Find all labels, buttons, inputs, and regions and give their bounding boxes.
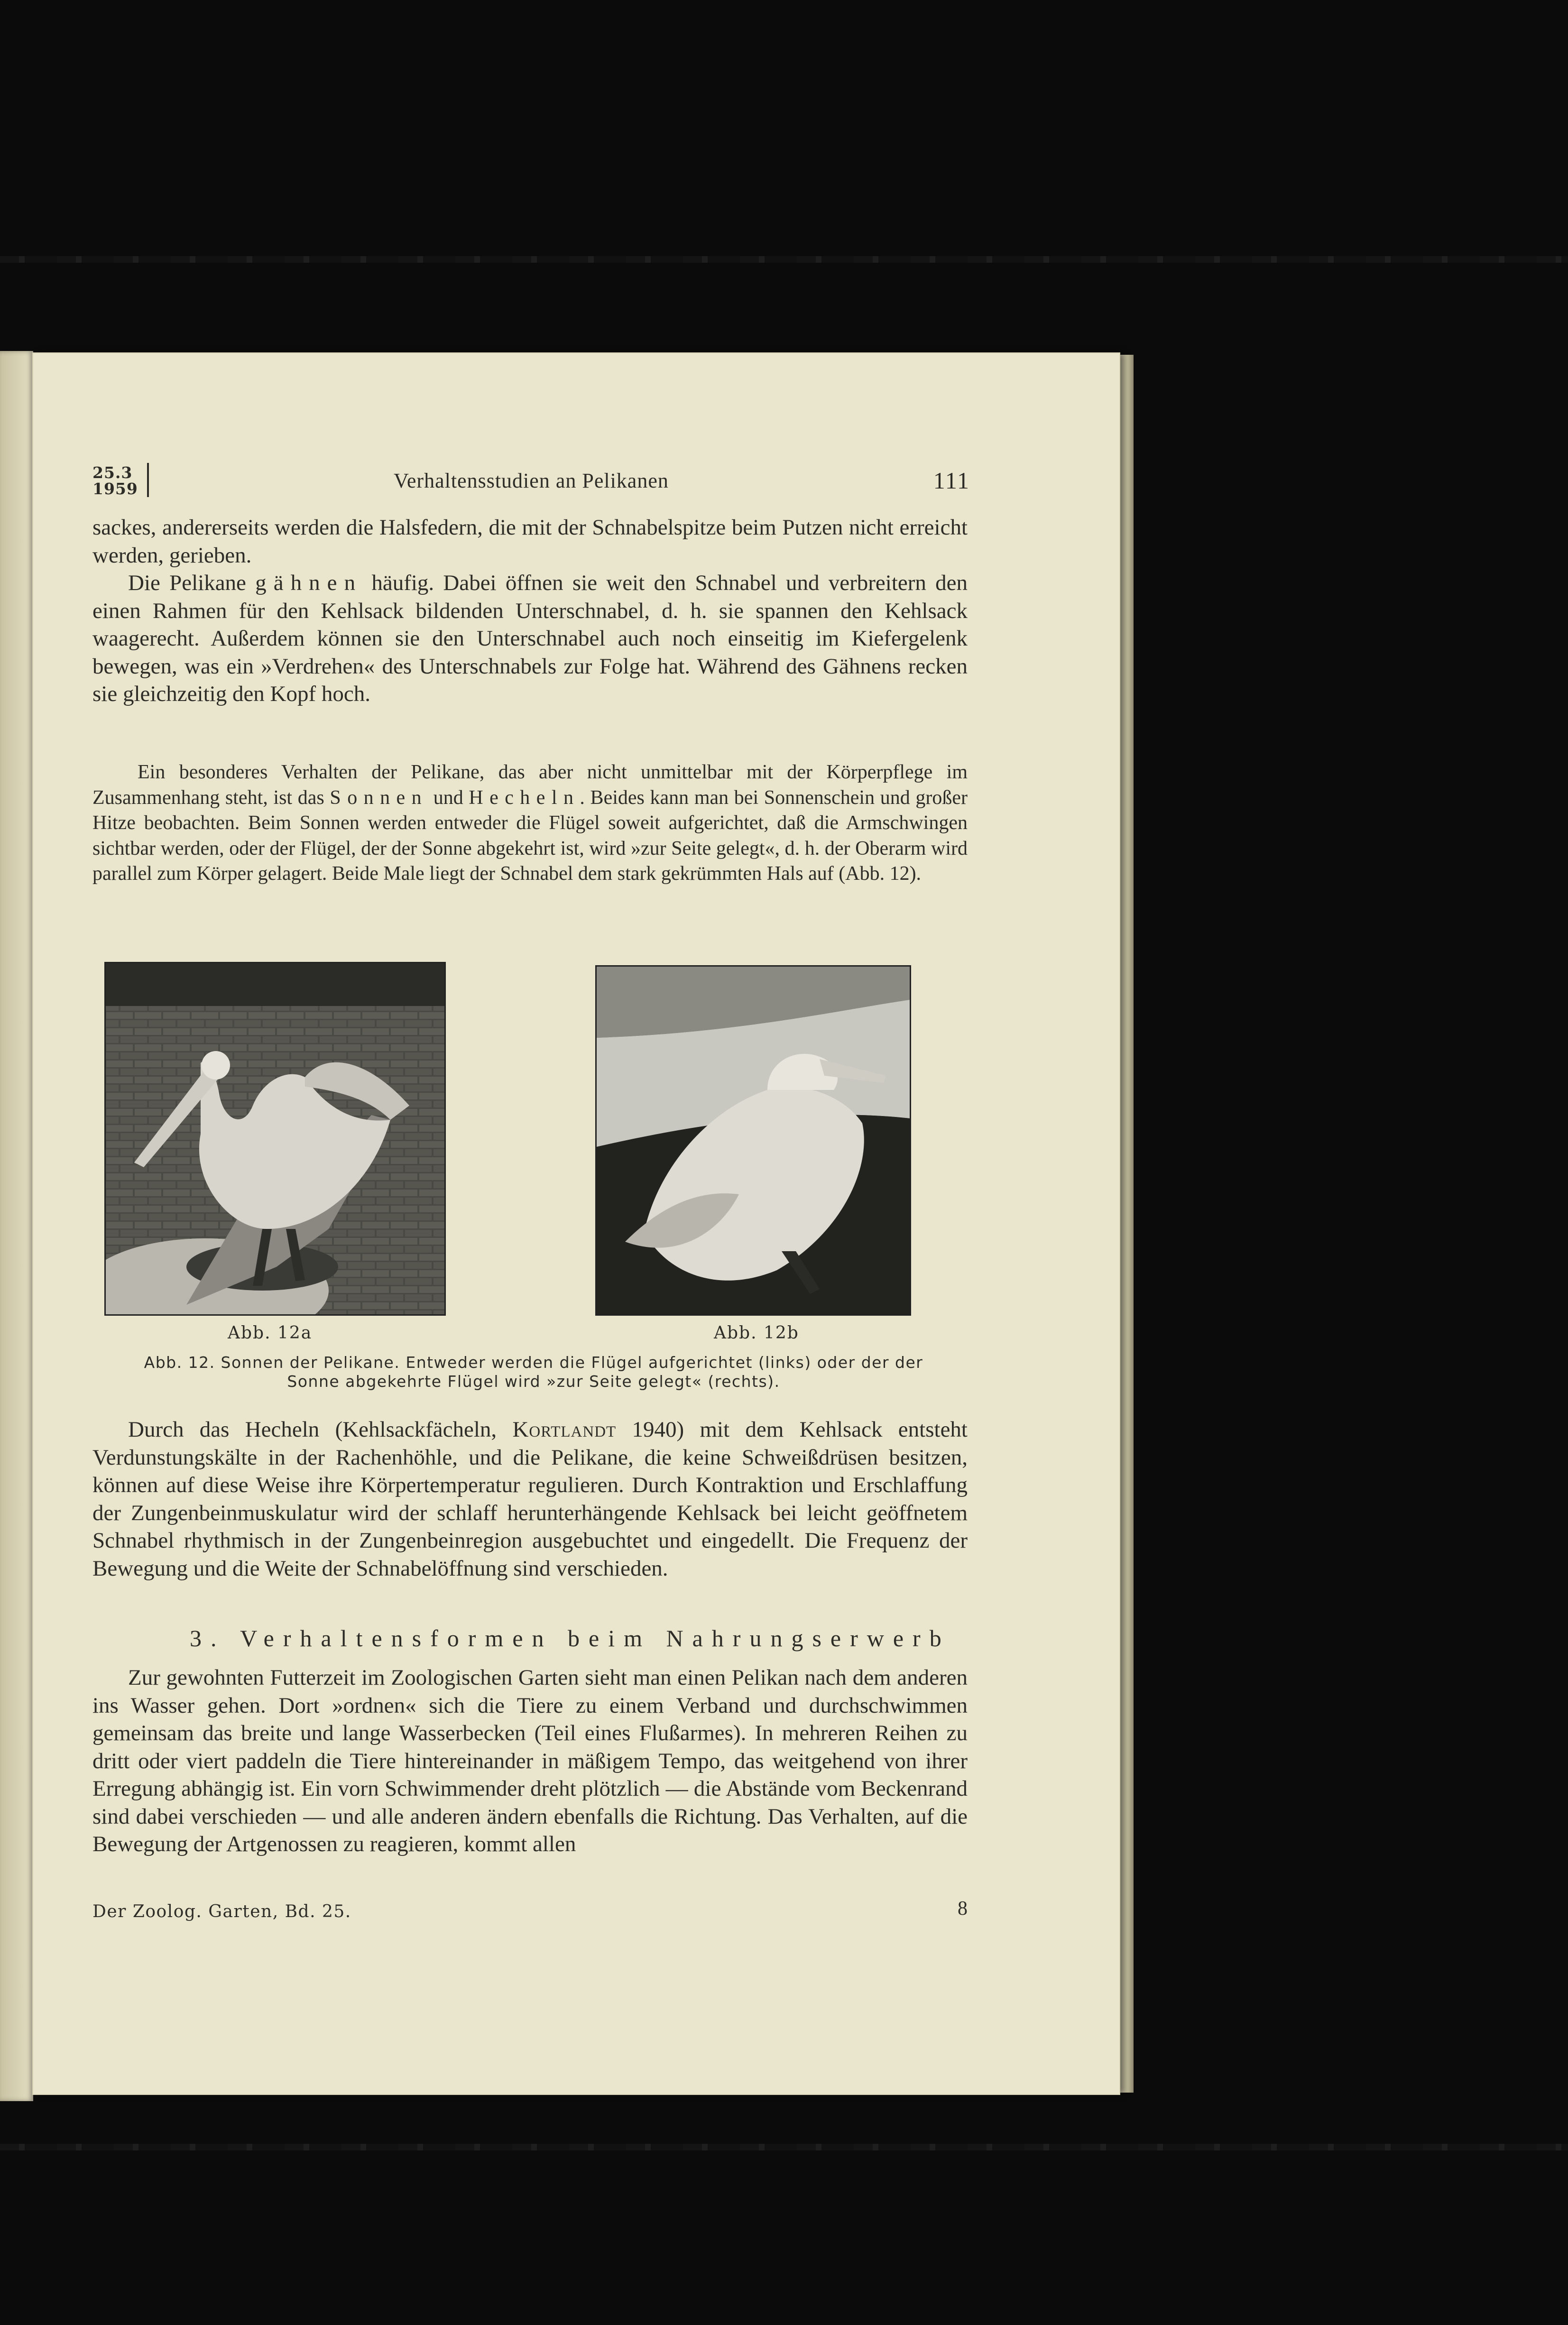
paragraph-4-rest: 1940) mit dem Kehlsack entsteht Verdunstungskälte in der Rachenhöhle, und die Pelikane, die keine Schweißdrüsen besitzen, können auf diese Weise ihre Körpertemperatur regulieren. Durch Kontraktion und Erschlaffung der Zungenbeinmuskulatur wird der schlaff herunterhängende Kehlsack bei leicht geöffnetem Schnabel rhythmisch in der Zungenbeinregion ausgebuchtet und eingedellt. Die Frequenz der Bewegung und die Weite der Schnabelöffnung sind verschieden. <box>92 1417 968 1581</box>
running-title: Verhaltensstudien an Pelikanen <box>394 469 669 492</box>
paragraph-4-start: Durch das Hecheln (Kehlsackfächeln, <box>128 1417 513 1442</box>
figure-label-12b: Abb. 12b <box>714 1323 799 1343</box>
paragraph-3-rest: . Beides kann man bei Sonnenschein und großer Hitze beobachten. Beim Sonnen werden entweder die Flügel soweit aufgerichtet, daß die Armschwingen sichtbar werden, oder der Flügel, der der Sonne abgekehrt ist, wird »zur Seite gelegt«, d. h. der Oberarm wird parallel zum Körper gelagert. Beide Male liegt der Schnabel dem stark gekrümmten Hals auf (Abb. 12). <box>92 786 968 885</box>
emphasis-hecheln: Hecheln <box>469 786 580 809</box>
paragraph-2 <box>92 569 968 708</box>
signature-mark: 8 <box>958 1898 968 1919</box>
photo-12a-pelican-wings-raised <box>104 962 446 1316</box>
figure-caption: Abb. 12. Sonnen der Pelikane. Entweder werden die Flügel aufgerichtet (links) oder der der Sonne abgekehrte Flügel wird »zur Seite gelegt« (rechts). <box>144 1353 923 1391</box>
paragraph-2-rest: häufig. Dabei öffnen sie weit den Schnabel und verbreitern den einen Rahmen für den Kehlsack bildenden Unterschnabel, d. h. sie spannen den Kehlsack waagerecht. Außerdem können sie den Unterschnabel auch noch einseitig im Kiefergelenk bewegen, was ein »Verdrehen« des Unterschnabels zur Folge hat. Während des Gähnens recken sie gleichzeitig den Kopf hoch. <box>92 571 968 706</box>
backdrop-strip-bottom <box>0 2144 1568 2150</box>
paragraph-3 <box>92 760 968 887</box>
previous-page-edge <box>0 351 33 2101</box>
pelican-photo-a <box>106 963 444 1314</box>
volume-info <box>92 465 138 497</box>
photo-12b-pelican-wing-sideways <box>595 965 911 1316</box>
journal-footer: Der Zoolog. Garten, Bd. 25. <box>92 1902 351 1921</box>
paragraph-3-and: und <box>428 786 469 809</box>
paragraph-5: Zur gewohnten Futterzeit im Zoologischen Garten sieht man einen Pelikan nach dem anderen ins Wasser gehen. Dort »ordnen« sich die Tiere zu einem Verband und durchschwimmen gemeinsam das breite und lange Wasserbecken (Teil eines Flußarmes). In mehreren Reihen zu dritt oder viert paddeln die Tiere hintereinander in mäßigem Tempo, das weitgehend von ihrer Erregung abhängig ist. Ein vorn Schwimmender dreht plötzlich — die Abstände vom Beckenrand sind dabei verschieden — und alle anderen ändern ebenfalls die Richtung. Das Verhalten, auf die Bewegung der Artgenossen zu reagieren, kommt allen <box>92 1665 968 1856</box>
emphasis-gaehnen: gähnen <box>255 571 363 595</box>
bracket-mark <box>142 463 149 497</box>
pelican-photo-b <box>597 967 910 1314</box>
paragraph-1: sackes, andererseits werden die Halsfedern, die mit der Schnabelspitze beim Putzen nicht erreicht werden, gerieben. <box>92 515 968 568</box>
section-heading: 3. Verhaltensformen beim Nahrungserwerb <box>190 1625 950 1651</box>
text-block-top <box>92 514 968 708</box>
paragraph-3-start: Ein besonderes Verhalten der Pelikane, das aber nicht unmittelbar mit der Körperpflege im Zusammenhang steht, ist das <box>92 761 968 809</box>
page-number: 111 <box>933 467 970 494</box>
author-reference: Kortlandt <box>512 1417 617 1442</box>
volume-year: 1959 <box>92 480 138 498</box>
volume-number: 25.3 <box>92 463 133 482</box>
paragraph-4 <box>92 1416 968 1582</box>
paragraph-2-start: Die Pelikane <box>128 571 256 595</box>
backdrop-strip-top <box>0 256 1568 263</box>
running-head <box>92 465 970 498</box>
emphasis-sonnen: Sonnen <box>330 786 428 809</box>
book-page <box>33 353 1119 2094</box>
page-stack-edge <box>1119 355 1134 2093</box>
figure-label-12a: Abb. 12a <box>228 1323 313 1343</box>
